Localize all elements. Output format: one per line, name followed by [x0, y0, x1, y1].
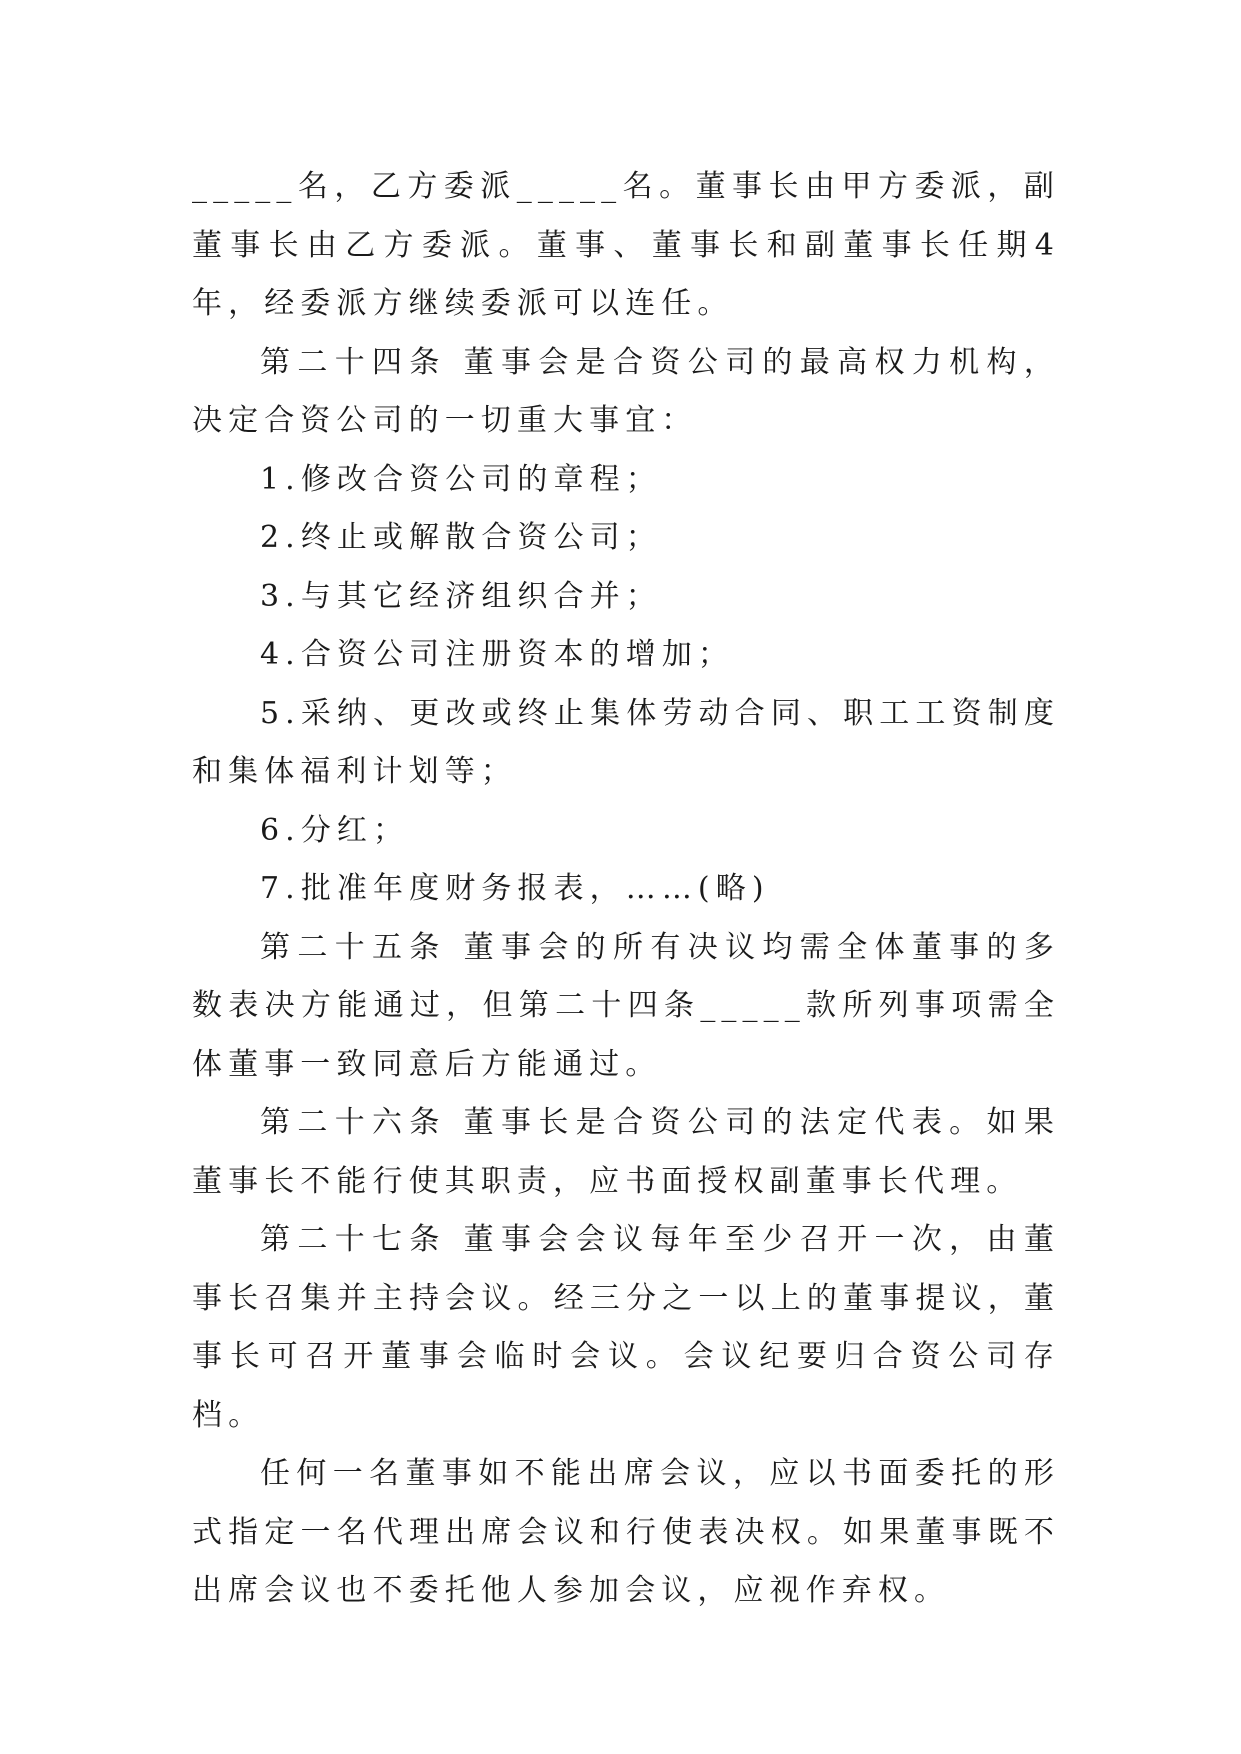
- list-item-7: 7.批准年度财务报表，……(略): [260, 871, 770, 906]
- paragraph-article-26: 第二十六条 董事长是合资公司的法定代表。如果董事长不能行使其职责，应书面授权副董事长代理。: [192, 1105, 1060, 1199]
- list-item-4: 4.合资公司注册资本的增加；: [260, 637, 735, 672]
- paragraph-article-25: 第二十五条 董事会的所有决议均需全体董事的多数表决方能通过，但第二十四条_____款所列事项需全体董事一致同意后方能通过。: [192, 929, 1060, 1082]
- paragraph-article-24: 第二十四条 董事会是合资公司的最高权力机构，决定合资公司的一切重大事宜：: [192, 344, 1060, 438]
- paragraph-continuation: _____名，乙方委派_____名。董事长由甲方委派，副董事长由乙方委派。董事、董事长和副董事长任期4年，经委派方继续委派可以连任。: [192, 169, 1060, 321]
- paragraph-article-27: 第二十七条 董事会会议每年至少召开一次，由董事长召集并主持会议。经三分之一以上的董事提议，董事长可召开董事会临时会议。会议纪要归合资公司存档。: [192, 1222, 1060, 1433]
- paragraph-proxy-voting: 任何一名董事如不能出席会议，应以书面委托的形式指定一名代理出席会议和行使表决权。如果董事既不出席会议也不委托他人参加会议，应视作弃权。: [192, 1456, 1060, 1608]
- list-item-5: 5.采纳、更改或终止集体劳动合同、职工工资制度和集体福利计划等；: [192, 695, 1060, 789]
- document-body: [192, 158, 1060, 1621]
- list-item-2: 2.终止或解散合资公司；: [260, 520, 662, 555]
- list-item-1: 1.修改合资公司的章程；: [260, 461, 662, 497]
- list-item-6: 6.分红；: [260, 812, 410, 848]
- list-item-3: 3.与其它经济组织合并；: [260, 578, 662, 614]
